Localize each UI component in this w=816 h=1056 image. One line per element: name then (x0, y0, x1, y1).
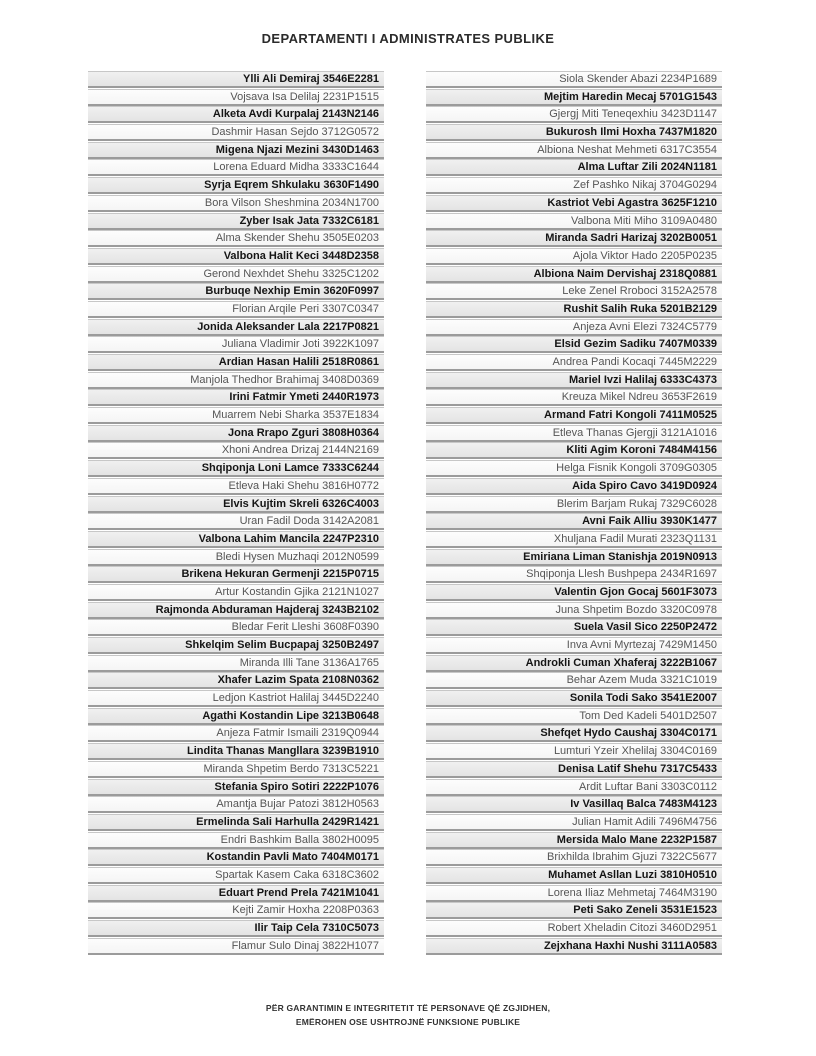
list-row: Xhoni Andrea Drizaj 2144N2169 (88, 442, 384, 459)
list-row: Lumturi Yzeir Xhelilaj 3304C0169 (426, 743, 722, 760)
footer-line-1: PËR GARANTIMIN E INTEGRITETIT TË PERSONAVE QË ZGJIDHEN, (265, 1003, 551, 1013)
list-row: Kliti Agim Koroni 7484M4156 (426, 442, 722, 459)
list-row: Elsid Gezim Sadiku 7407M0339 (426, 336, 722, 353)
list-row: Blerim Barjam Rukaj 7329C6028 (426, 496, 722, 513)
list-row: Shkelqim Selim Bucpapaj 3250B2497 (88, 637, 384, 654)
list-row: Brixhilda Ibrahim Gjuzi 7322C5677 (426, 849, 722, 866)
list-row: Gerond Nexhdet Shehu 3325C1202 (88, 266, 384, 283)
list-row: Rushit Salih Ruka 5201B2129 (426, 301, 722, 318)
list-row: Ledjon Kastriot Halilaj 3445D2240 (88, 690, 384, 707)
list-row: Emiriana Liman Stanishja 2019N0913 (426, 549, 722, 566)
page-title: DEPARTAMENTI I ADMINISTRATES PUBLIKE (261, 31, 555, 46)
list-row: Muhamet Asllan Luzi 3810H0510 (426, 867, 722, 884)
list-row: Shqiponja Llesh Bushpepa 2434R1697 (426, 566, 722, 583)
list-row: Inva Avni Myrtezaj 7429M1450 (426, 637, 722, 654)
footer-line-2: EMËROHEN OSE USHTROJNË FUNKSIONE PUBLIKE (295, 1017, 521, 1027)
list-row: Zejxhana Haxhi Nushi 3111A0583 (426, 938, 722, 955)
list-row: Androkli Cuman Xhaferaj 3222B1067 (426, 655, 722, 672)
list-row: Elvis Kujtim Skreli 6326C4003 (88, 496, 384, 513)
list-row: Zyber Isak Jata 7332C6181 (88, 213, 384, 230)
list-row: Ajola Viktor Hado 2205P0235 (426, 248, 722, 265)
list-row: Mariel Ivzi Halilaj 6333C4373 (426, 372, 722, 389)
list-row: Juna Shpetim Bozdo 3320C0978 (426, 602, 722, 619)
name-list-column-right (426, 71, 722, 955)
list-row: Bukurosh Ilmi Hoxha 7437M1820 (426, 124, 722, 141)
list-row: Avni Faik Alliu 3930K1477 (426, 513, 722, 530)
list-row: Ardit Luftar Bani 3303C0112 (426, 779, 722, 796)
list-row: Kastriot Vebi Agastra 3625F1210 (426, 195, 722, 212)
list-row: Anjeza Avni Elezi 7324C5779 (426, 319, 722, 336)
list-row: Zef Pashko Nikaj 3704G0294 (426, 177, 722, 194)
list-row: Mersida Malo Mane 2232P1587 (426, 832, 722, 849)
list-row: Peti Sako Zeneli 3531E1523 (426, 902, 722, 919)
list-row: Robert Xheladin Citozi 3460D2951 (426, 920, 722, 937)
list-row: Denisa Latif Shehu 7317C5433 (426, 761, 722, 778)
list-row: Irini Fatmir Ymeti 2440R1973 (88, 389, 384, 406)
list-row: Muarrem Nebi Sharka 3537E1834 (88, 407, 384, 424)
list-row: Spartak Kasem Caka 6318C3602 (88, 867, 384, 884)
list-row: Juliana Vladimir Joti 3922K1097 (88, 336, 384, 353)
list-row: Amantja Bujar Patozi 3812H0563 (88, 796, 384, 813)
list-row: Anjeza Fatmir Ismaili 2319Q0944 (88, 725, 384, 742)
list-row: Brikena Hekuran Germenji 2215P0715 (88, 566, 384, 583)
list-row: Vojsava Isa Delilaj 2231P1515 (88, 89, 384, 106)
list-row: Artur Kostandin Gjika 2121N1027 (88, 584, 384, 601)
list-row: Dashmir Hasan Sejdo 3712G0572 (88, 124, 384, 141)
list-row: Burbuqe Nexhip Emin 3620F0997 (88, 283, 384, 300)
name-list-column-left (88, 71, 384, 955)
list-row: Siola Skender Abazi 2234P1689 (426, 71, 722, 88)
list-row: Xhuljana Fadil Murati 2323Q1131 (426, 531, 722, 548)
list-row: Miranda Illi Tane 3136A1765 (88, 655, 384, 672)
list-row: Alketa Avdi Kurpalaj 2143N2146 (88, 106, 384, 123)
list-row: Alma Skender Shehu 3505E0203 (88, 230, 384, 247)
footer-note (0, 1001, 816, 1029)
list-row: Suela Vasil Sico 2250P2472 (426, 619, 722, 636)
list-row: Xhafer Lazim Spata 2108N0362 (88, 672, 384, 689)
list-row: Ilir Taip Cela 7310C5073 (88, 920, 384, 937)
list-row: Sonila Todi Sako 3541E2007 (426, 690, 722, 707)
list-row: Lindita Thanas Mangllara 3239B1910 (88, 743, 384, 760)
list-row: Shqiponja Loni Lamce 7333C6244 (88, 460, 384, 477)
list-row: Jona Rrapo Zguri 3808H0364 (88, 425, 384, 442)
list-row: Iv Vasillaq Balca 7483M4123 (426, 796, 722, 813)
list-row: Kostandin Pavli Mato 7404M0171 (88, 849, 384, 866)
list-row: Flamur Sulo Dinaj 3822H1077 (88, 938, 384, 955)
list-row: Valbona Lahim Mancila 2247P2310 (88, 531, 384, 548)
list-row: Julian Hamit Adili 7496M4756 (426, 814, 722, 831)
list-row: Bledar Ferit Lleshi 3608F0390 (88, 619, 384, 636)
list-row: Jonida Aleksander Lala 2217P0821 (88, 319, 384, 336)
list-row: Florian Arqile Peri 3307C0347 (88, 301, 384, 318)
list-row: Agathi Kostandin Lipe 3213B0648 (88, 708, 384, 725)
list-row: Albiona Neshat Mehmeti 6317C3554 (426, 142, 722, 159)
name-list-columns (88, 71, 722, 955)
list-row: Eduart Prend Prela 7421M1041 (88, 885, 384, 902)
list-row: Valbona Halit Keci 3448D2358 (88, 248, 384, 265)
list-row: Helga Fisnik Kongoli 3709G0305 (426, 460, 722, 477)
list-row: Armand Fatri Kongoli 7411M0525 (426, 407, 722, 424)
list-row: Miranda Sadri Harizaj 3202B0051 (426, 230, 722, 247)
list-row: Mejtim Haredin Mecaj 5701G1543 (426, 89, 722, 106)
list-row: Kejti Zamir Hoxha 2208P0363 (88, 902, 384, 919)
list-row: Valbona Miti Miho 3109A0480 (426, 213, 722, 230)
list-row: Etleva Haki Shehu 3816H0772 (88, 478, 384, 495)
list-row: Bora Vilson Sheshmina 2034N1700 (88, 195, 384, 212)
list-row: Albiona Naim Dervishaj 2318Q0881 (426, 266, 722, 283)
list-row: Shefqet Hydo Caushaj 3304C0171 (426, 725, 722, 742)
list-row: Etleva Thanas Gjergji 3121A1016 (426, 425, 722, 442)
list-row: Tom Ded Kadeli 5401D2507 (426, 708, 722, 725)
list-row: Gjergj Miti Teneqexhiu 3423D1147 (426, 106, 722, 123)
list-row: Lorena Eduard Midha 3333C1644 (88, 159, 384, 176)
list-row: Aida Spiro Cavo 3419D0924 (426, 478, 722, 495)
list-row: Uran Fadil Doda 3142A2081 (88, 513, 384, 530)
list-row: Ylli Ali Demiraj 3546E2281 (88, 71, 384, 88)
list-row: Rajmonda Abduraman Hajderaj 3243B2102 (88, 602, 384, 619)
list-row: Valentin Gjon Gocaj 5601F3073 (426, 584, 722, 601)
list-row: Ermelinda Sali Harhulla 2429R1421 (88, 814, 384, 831)
list-row: Migena Njazi Mezini 3430D1463 (88, 142, 384, 159)
list-row: Bledi Hysen Muzhaqi 2012N0599 (88, 549, 384, 566)
list-row: Andrea Pandi Kocaqi 7445M2229 (426, 354, 722, 371)
list-row: Endri Bashkim Balla 3802H0095 (88, 832, 384, 849)
list-row: Syrja Eqrem Shkulaku 3630F1490 (88, 177, 384, 194)
list-row: Manjola Thedhor Brahimaj 3408D0369 (88, 372, 384, 389)
list-row: Miranda Shpetim Berdo 7313C5221 (88, 761, 384, 778)
list-row: Stefania Spiro Sotiri 2222P1076 (88, 779, 384, 796)
list-row: Kreuza Mikel Ndreu 3653F2619 (426, 389, 722, 406)
list-row: Behar Azem Muda 3321C1019 (426, 672, 722, 689)
list-row: Lorena Iliaz Mehmetaj 7464M3190 (426, 885, 722, 902)
list-row: Alma Luftar Zili 2024N1181 (426, 159, 722, 176)
list-row: Leke Zenel Rroboci 3152A2578 (426, 283, 722, 300)
list-row: Ardian Hasan Halili 2518R0861 (88, 354, 384, 371)
